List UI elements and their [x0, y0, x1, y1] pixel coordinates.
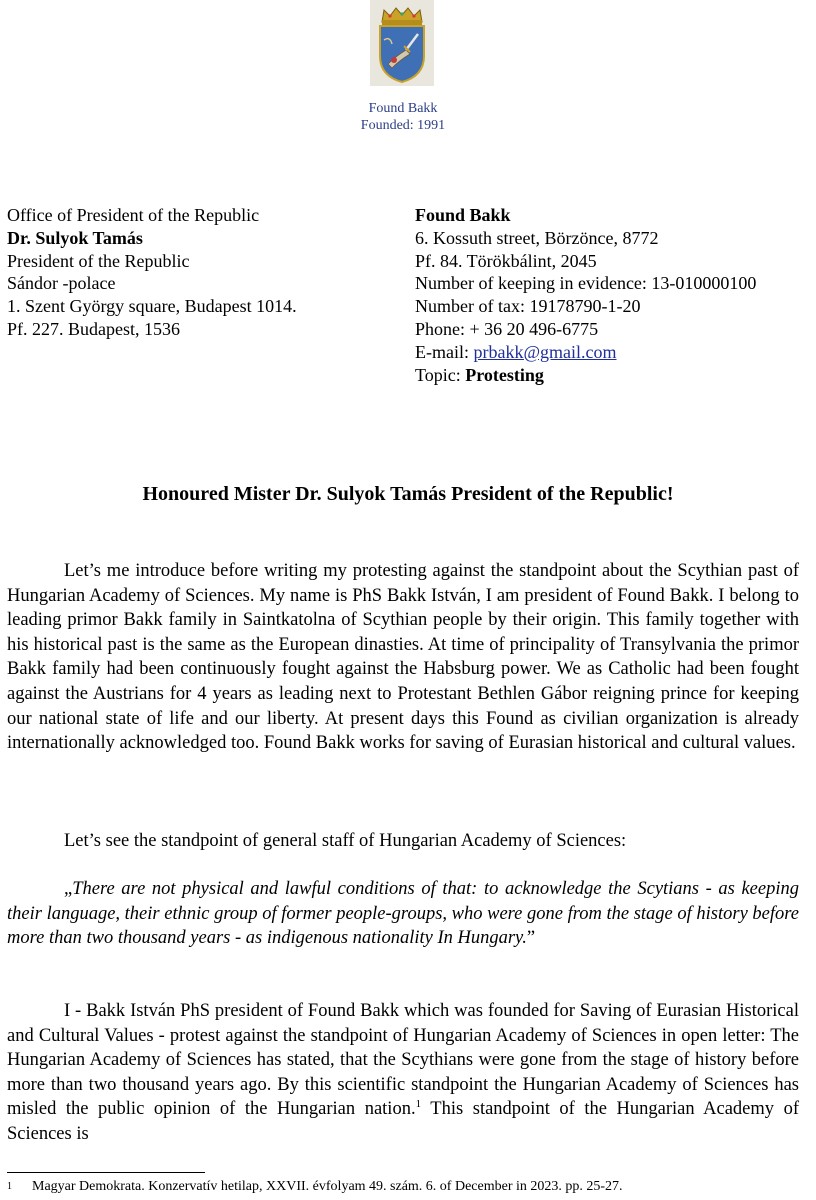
protest-text-continuation: This standpoint of the Hungarian Academy of Sciences is [7, 1099, 799, 1144]
footnote-text: Magyar Demokrata. Konzervatív hetilap, XXVII. évfolyam 49. szám. 6. of December in 2023. pp. 25-27. [32, 1179, 623, 1194]
sender-tax-number: Number of tax: 19178790-1-20 [415, 296, 641, 317]
quote-close-mark: ” [526, 928, 536, 949]
footnote-reference[interactable]: 1 [415, 1098, 422, 1111]
protest-paragraph [7, 999, 799, 1147]
topic-label: Topic: [415, 364, 466, 385]
recipient-name: Dr. Sulyok Tamás [7, 227, 143, 248]
academy-quote-text: There are not physical and lawful conditions of that: to acknowledge the Scytians - as keeping their language, their ethnic group of former people-groups, who were gone from the stage of history before more than two thousand years - as indigenous nationality In Hungary. [7, 879, 799, 949]
sender-email-line [415, 341, 813, 364]
organization-name: Found Bakk [368, 101, 438, 116]
footnote-number: 1 [7, 1181, 12, 1192]
email-link[interactable]: prbakk@gmail.com [473, 341, 617, 362]
footnote-divider [7, 1172, 205, 1173]
quote-open-mark: „ [64, 879, 73, 899]
recipient-palace: Sándor -polace [7, 273, 116, 294]
recipient-title: President of the Republic [7, 250, 190, 271]
introduction-paragraph: Let’s me introduce before writing my protesting against the standpoint about the Scythian past of Hungarian Academy of Sciences. My name is PhS Bakk István, I am president of Found Bakk. I belong to leading primor Bakk family in Saintkatolna of Scythian people by their origin. This family together with his historical past is the same as the European dinasties. At time of principality of Transylvania the primor Bakk family had been continuously fought against the Habsburg power. We as Catholic had been fought against the Austrians for 4 years as leading next to Protestant Bethlen Gábor reigning prince for keeping our national state of life and our liberty. At present days this Found as civilian organization is already internationally acknowledged too. Found Bakk works for saving of Eurasian historical and cultural values. [7, 561, 799, 754]
recipient-street: 1. Szent György square, Budapest 1014. [7, 296, 297, 317]
footnote [7, 1178, 807, 1196]
recipient-address-block [7, 204, 407, 341]
topic-line [415, 364, 813, 387]
recipient-office: Office of President of the Republic [7, 205, 260, 225]
organization-caption [300, 100, 506, 134]
sender-po-box: Pf. 84. Törökbálint, 2045 [415, 250, 597, 271]
coat-of-arms-icon [370, 0, 434, 86]
letter-salutation: Honoured Mister Dr. Sulyok Tamás President of the Republic! [142, 483, 674, 505]
topic-value: Protesting [465, 364, 544, 385]
sender-address-block [415, 204, 813, 386]
sender-registry-number: Number of keeping in evidence: 13-010000100 [415, 273, 757, 294]
academy-quote-paragraph [7, 877, 799, 951]
email-label: E-mail: [415, 341, 474, 362]
protest-text: I - Bakk István PhS president of Found Bakk which was founded for Saving of Eurasian Historical and Cultural Values - protest against the standpoint of Hungarian Academy of Sciences in open letter: The Hungarian Academy of Sciences has stated, that the Scythians were gone from the stage of history before more than two thousand years ago. By this scientific standpoint the Hungarian Academy of Sciences has misled the public opinion of the Hungarian nation. [7, 1001, 799, 1120]
founded-date: Founded: 1991 [360, 118, 446, 133]
sender-name: Found Bakk [415, 205, 511, 225]
recipient-po-box: Pf. 227. Budapest, 1536 [7, 318, 180, 339]
sender-phone: Phone: + 36 20 496-6775 [415, 318, 599, 339]
sender-street: 6. Kossuth street, Börzönce, 8772 [415, 227, 659, 248]
standpoint-intro-paragraph: Let’s see the standpoint of general staff of Hungarian Academy of Sciences: [64, 831, 627, 851]
